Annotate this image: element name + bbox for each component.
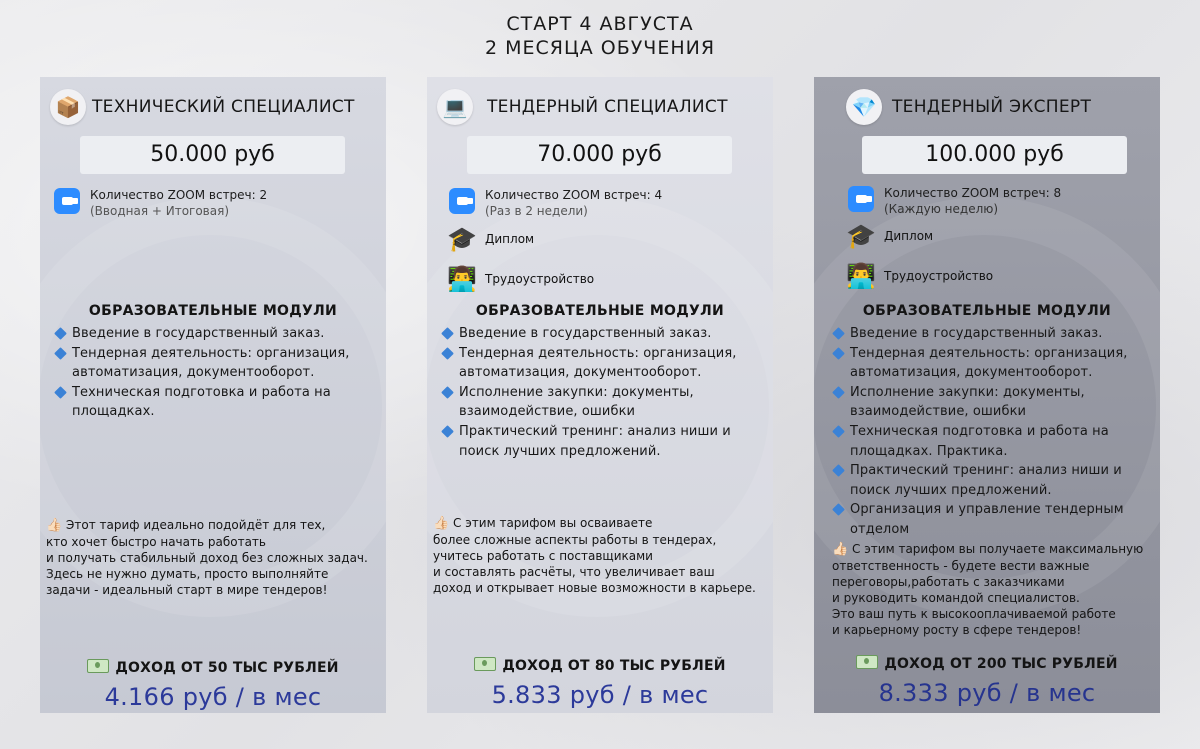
tariff-description xyxy=(433,515,769,596)
money-icon xyxy=(856,655,878,669)
zoom-feature xyxy=(848,185,1061,217)
header-duration: 2 МЕСЯЦА ОБУЧЕНИЯ xyxy=(484,37,716,59)
diploma-feature xyxy=(445,225,534,253)
employment-label: Трудоустройство xyxy=(485,272,595,286)
module-item: Техническая подготовка и работа на площадках. Практика. xyxy=(832,422,1157,461)
module-item: Тендерная деятельность: организация, автоматизация, документооборот. xyxy=(54,344,379,383)
monthly-price: 5.833 руб / в мес xyxy=(491,681,709,709)
tariff-card-technical-specialist xyxy=(40,77,386,713)
price-box: 70.000 руб xyxy=(467,136,732,174)
card-title: ТЕНДЕРНЫЙ ЭКСПЕРТ xyxy=(892,97,1092,117)
income-text: ДОХОД ОТ 80 ТЫС РУБЛЕЙ xyxy=(502,658,726,674)
package-icon: 📦 xyxy=(50,89,86,125)
income-line xyxy=(814,655,1160,672)
price-box: 50.000 руб xyxy=(80,136,345,174)
graduation-cap-icon: 🎓 xyxy=(846,222,876,250)
employment-feature xyxy=(445,265,594,293)
description-text: Этот тариф идеально подойдёт для тех, кто хочет быстро начать работать и получать стабильный доход без сложных задач. Здесь не нужно думать, просто выполняйте задачи - идеальный старт в мире тендеров! xyxy=(46,518,368,597)
tariff-description xyxy=(832,541,1152,638)
modules-title: ОБРАЗОВАТЕЛЬНЫЕ МОДУЛИ xyxy=(88,303,338,319)
module-item: Техническая подготовка и работа на площадках. xyxy=(54,383,379,422)
zoom-schedule: (Каждую неделю) xyxy=(884,202,999,216)
modules-title: ОБРАЗОВАТЕЛЬНЫЕ МОДУЛИ xyxy=(475,303,725,319)
tariff-card-tender-expert xyxy=(814,77,1160,713)
employment-feature xyxy=(844,262,993,290)
card-title-row xyxy=(437,87,728,127)
tariff-card-tender-specialist xyxy=(427,77,773,713)
income-line xyxy=(427,657,773,674)
zoom-feature-text xyxy=(90,187,267,219)
thumbs-up-icon: 👍🏻 xyxy=(46,518,63,533)
technologist-icon: 👨‍💻 xyxy=(447,265,477,293)
zoom-count: Количество ZOOM встреч: 8 xyxy=(884,186,1062,200)
header-start-date: СТАРТ 4 АВГУСТА xyxy=(506,13,694,35)
module-item: Введение в государственный заказ. xyxy=(54,324,379,344)
monthly-price: 4.166 руб / в мес xyxy=(104,683,322,711)
module-item: Организация и управление тендерным отделом xyxy=(832,500,1157,539)
card-title: ТЕХНИЧЕСКИЙ СПЕЦИАЛИСТ xyxy=(92,97,355,117)
modules-list xyxy=(54,324,379,422)
diploma-label: Диплом xyxy=(884,229,934,243)
thumbs-up-icon: 👍🏻 xyxy=(832,542,849,557)
modules-list xyxy=(441,324,766,461)
module-item: Введение в государственный заказ. xyxy=(832,324,1157,344)
card-title: ТЕНДЕРНЫЙ СПЕЦИАЛИСТ xyxy=(487,97,728,117)
laptop-icon: 💻 xyxy=(437,89,473,125)
income-text: ДОХОД ОТ 200 ТЫС РУБЛЕЙ xyxy=(884,656,1118,672)
tariff-description xyxy=(46,517,382,598)
diamond-icon: 💎 xyxy=(846,89,882,125)
zoom-icon xyxy=(54,188,80,214)
income-text: ДОХОД ОТ 50 ТЫС РУБЛЕЙ xyxy=(115,660,339,676)
price-box: 100.000 руб xyxy=(862,136,1127,174)
module-item: Исполнение закупки: документы, взаимодействие, ошибки xyxy=(832,383,1157,422)
zoom-feature-text xyxy=(884,185,1061,217)
zoom-feature-text xyxy=(485,187,662,219)
zoom-feature xyxy=(54,187,267,219)
monthly-price: 8.333 руб / в мес xyxy=(878,679,1096,707)
zoom-schedule: (Вводная + Итоговая) xyxy=(90,204,230,218)
module-item: Тендерная деятельность: организация, автоматизация, документооборот. xyxy=(832,344,1157,383)
zoom-schedule: (Раз в 2 недели) xyxy=(485,204,588,218)
description-text: С этим тарифом вы осваиваете более сложные аспекты работы в тендерах, учитесь работать с поставщиками и составлять расчёты, что увеличивает ваш доход и открывает новые возможности в карьере. xyxy=(433,516,756,595)
zoom-icon xyxy=(848,186,874,212)
modules-title: ОБРАЗОВАТЕЛЬНЫЕ МОДУЛИ xyxy=(862,303,1112,319)
zoom-count: Количество ZOOM встреч: 4 xyxy=(485,188,663,202)
diploma-label: Диплом xyxy=(485,232,535,246)
modules-list xyxy=(832,324,1157,540)
card-title-row xyxy=(50,87,355,127)
technologist-icon: 👨‍💻 xyxy=(846,262,876,290)
thumbs-up-icon: 👍🏻 xyxy=(433,516,450,531)
employment-label: Трудоустройство xyxy=(884,269,994,283)
card-title-row xyxy=(846,87,1091,127)
description-text: С этим тарифом вы получаете максимальную ответственность - будете вести важные переговоры,работать с заказчиками и руководить командой специалистов. Это ваш путь к высокооплачиваемой работе и карьерному росту в сфере тендеров! xyxy=(832,542,1144,637)
zoom-feature xyxy=(449,187,662,219)
graduation-cap-icon: 🎓 xyxy=(447,225,477,253)
income-line xyxy=(40,659,386,676)
diploma-feature xyxy=(844,222,933,250)
module-item: Практический тренинг: анализ ниши и поиск лучших предложений. xyxy=(441,422,766,461)
zoom-count: Количество ZOOM встреч: 2 xyxy=(90,188,268,202)
module-item: Практический тренинг: анализ ниши и поиск лучших предложений. xyxy=(832,461,1157,500)
page-header xyxy=(0,12,1200,60)
module-item: Исполнение закупки: документы, взаимодействие, ошибки xyxy=(441,383,766,422)
module-item: Тендерная деятельность: организация, автоматизация, документооборот. xyxy=(441,344,766,383)
money-icon xyxy=(474,657,496,671)
zoom-icon xyxy=(449,188,475,214)
module-item: Введение в государственный заказ. xyxy=(441,324,766,344)
money-icon xyxy=(87,659,109,673)
